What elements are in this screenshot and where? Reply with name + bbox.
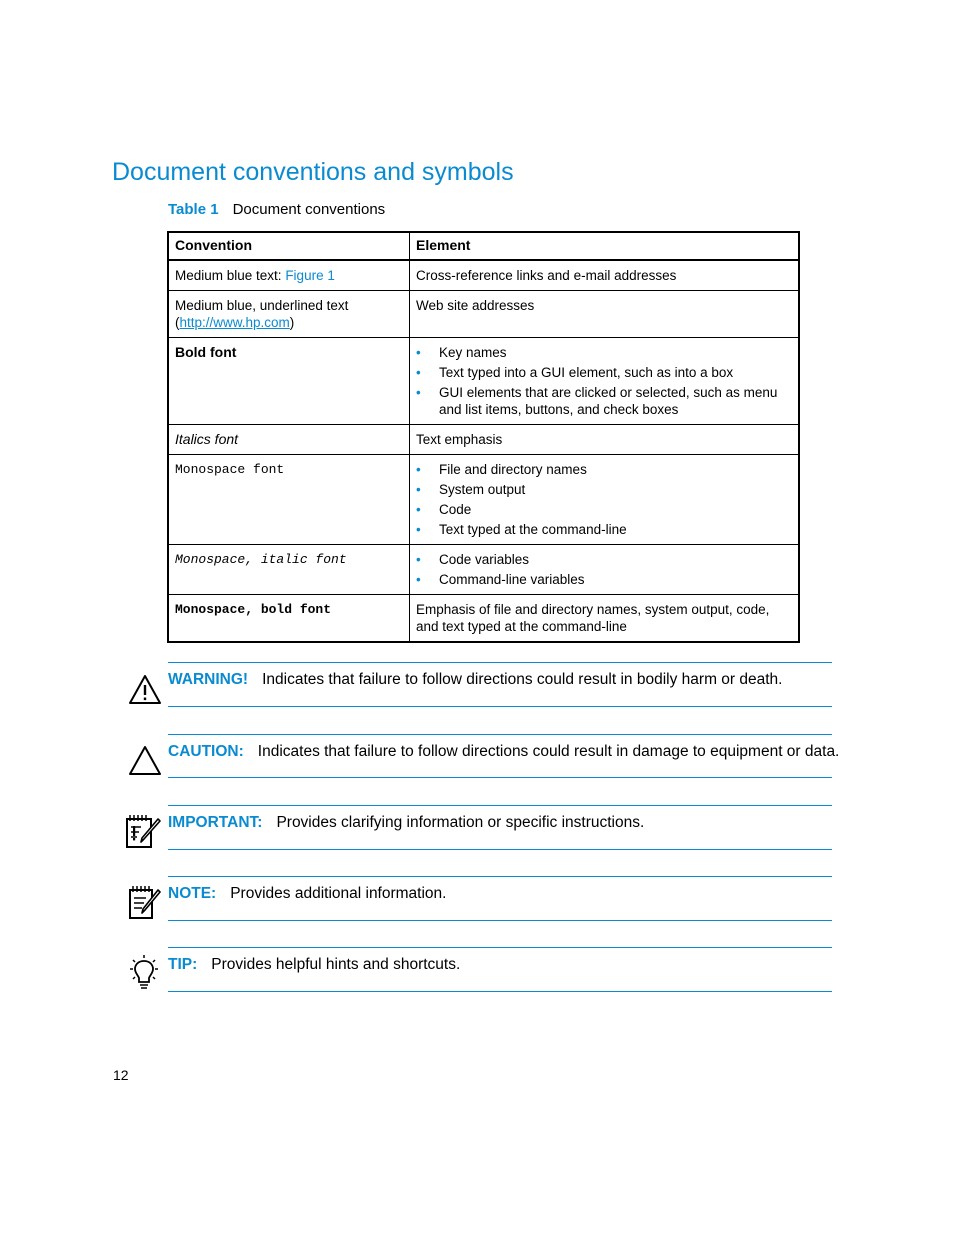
note-icon	[127, 884, 163, 922]
table-row	[168, 595, 799, 643]
element-cell: Cross-reference links and e-mail addresses	[410, 260, 800, 291]
convention-cell: Monospace, bold font	[168, 595, 410, 643]
tip-label: TIP:	[168, 956, 198, 973]
convention-cell: Monospace, italic font	[168, 545, 410, 595]
element-cell: Text emphasis	[410, 425, 800, 455]
important-label: IMPORTANT:	[168, 814, 263, 831]
tip-icon	[126, 955, 162, 993]
note-content	[168, 885, 446, 903]
table-caption-label: Table 1	[168, 201, 219, 218]
element-cell	[410, 338, 800, 425]
list-item: • Command-line variables	[416, 571, 792, 588]
list-item: • Code	[416, 501, 792, 518]
table-row	[168, 291, 799, 338]
page-title: Document conventions and symbols	[112, 158, 514, 186]
convention-cell	[168, 260, 410, 291]
warning-notice	[168, 662, 832, 707]
caution-notice	[168, 734, 840, 778]
column-header-convention: Convention	[168, 232, 410, 260]
warning-content	[168, 671, 782, 689]
convention-cell: Italics font	[168, 425, 410, 455]
conventions-table	[167, 231, 800, 643]
important-text: Provides clarifying information or specific instructions.	[276, 814, 645, 831]
element-list	[416, 461, 792, 538]
important-notice	[168, 805, 832, 850]
element-cell: Web site addresses	[410, 291, 800, 338]
list-item: • File and directory names	[416, 461, 792, 478]
table-row	[168, 545, 799, 595]
tip-content	[168, 956, 460, 974]
warning-icon	[127, 673, 163, 707]
note-text: Provides additional information.	[230, 885, 447, 902]
list-item: • Key names	[416, 344, 792, 361]
warning-text: Indicates that failure to follow directions could result in bodily harm or death.	[262, 671, 783, 688]
url-link[interactable]: http://www.hp.com	[179, 315, 290, 330]
column-header-element: Element	[410, 232, 800, 260]
tip-notice	[168, 947, 832, 992]
element-list	[416, 551, 792, 588]
caution-icon	[127, 744, 163, 778]
close-paren: )	[289, 315, 295, 330]
note-label: NOTE:	[168, 885, 217, 902]
table-row	[168, 338, 799, 425]
list-item: • Code variables	[416, 551, 792, 568]
important-icon	[124, 813, 164, 851]
table-caption	[168, 201, 385, 218]
table-header-row	[168, 232, 799, 260]
caution-text: Indicates that failure to follow directions could result in damage to equipment or data.	[257, 743, 840, 760]
convention-cell: Monospace font	[168, 455, 410, 545]
open-paren: (	[175, 315, 180, 330]
tip-text: Provides helpful hints and shortcuts.	[211, 956, 461, 973]
table-row	[168, 425, 799, 455]
figure-link[interactable]: Figure 1	[285, 268, 335, 283]
important-content	[168, 814, 644, 832]
caution-content	[168, 743, 839, 761]
element-cell	[410, 455, 800, 545]
page-number: 12	[113, 1067, 129, 1083]
table-row	[168, 455, 799, 545]
list-item: • Text typed into a GUI element, such as into a box	[416, 364, 792, 381]
element-list	[416, 344, 792, 418]
convention-cell	[168, 291, 410, 338]
note-notice	[168, 876, 832, 921]
caution-label: CAUTION:	[168, 743, 244, 760]
table-row	[168, 260, 799, 291]
element-cell	[410, 545, 800, 595]
list-item: • System output	[416, 481, 792, 498]
convention-cell: Bold font	[168, 338, 410, 425]
convention-text: Medium blue, underlined text	[175, 298, 349, 313]
list-item: • Text typed at the command-line	[416, 521, 792, 538]
list-item: • GUI elements that are clicked or selected, such as menu and list items, buttons, and check boxes	[416, 384, 792, 418]
element-cell: Emphasis of file and directory names, system output, code, and text typed at the command-line	[410, 595, 800, 643]
warning-label: WARNING!	[168, 671, 249, 688]
table-caption-text: Document conventions	[232, 201, 386, 218]
convention-text: Medium blue text:	[175, 268, 286, 283]
